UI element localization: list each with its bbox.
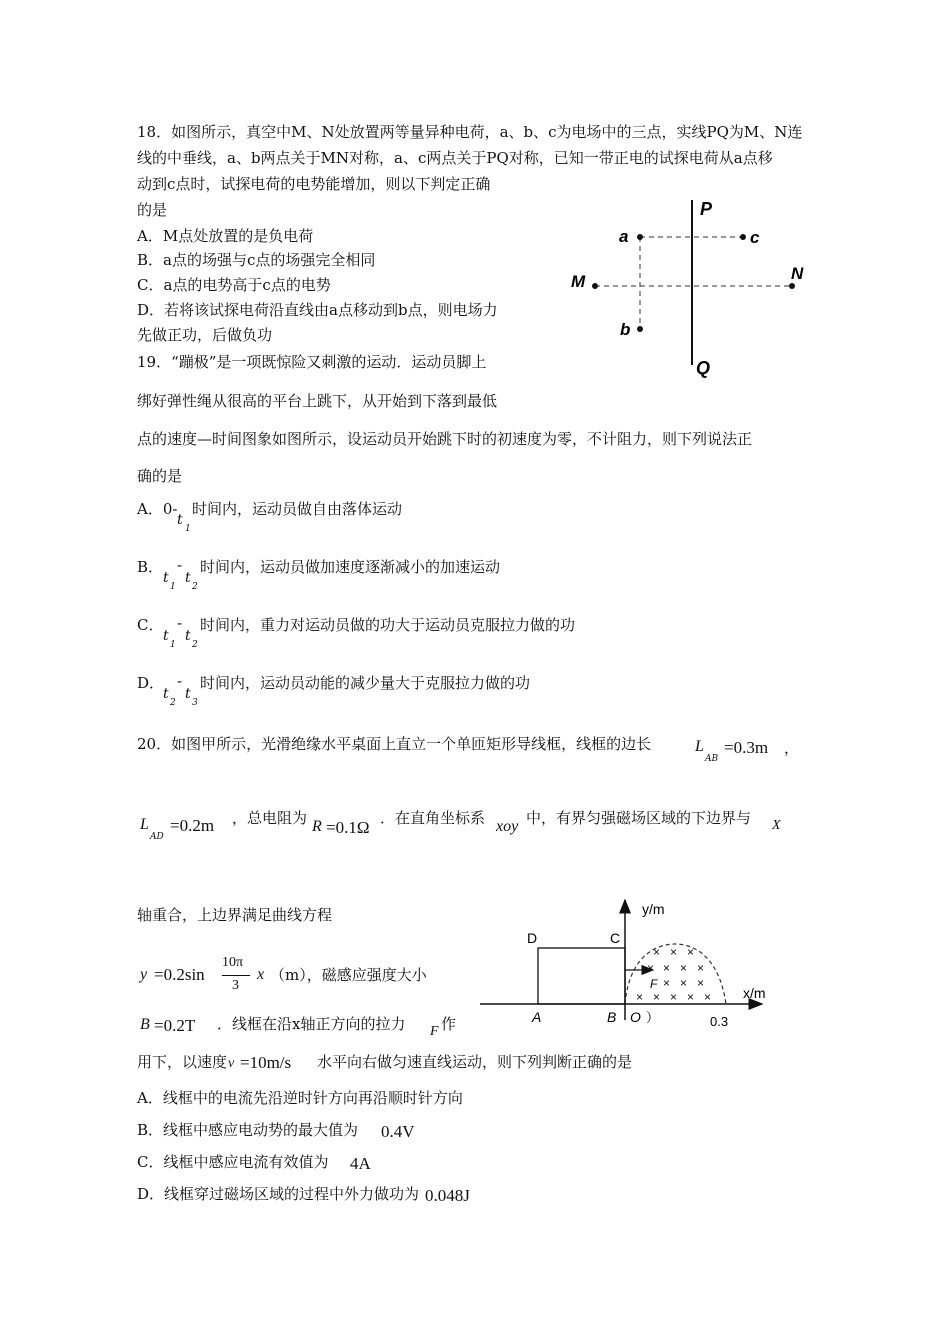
q20-stem-line2a: ，总电阻为 [232,809,308,827]
t-symbol: t [185,570,191,586]
q18-option-b: B．a点的场强与c点的场强完全相同 [137,251,376,269]
cross-mark: × [653,945,661,959]
xoy-symbol: xoy [496,818,519,835]
q19-stem-line1: 19．“蹦极”是一项既惊险又刺激的运动．运动员脚上 [137,353,487,371]
cross-mark: × [680,961,688,975]
point-a [637,234,643,240]
eq-coefficient: =0.2sin [154,965,205,984]
q18-field-diagram [560,190,820,380]
q19-option-c-text: 时间内，重力对运动员做的功大于运动员克服拉力做的功 [200,616,576,634]
t-subscript: 1 [185,524,191,534]
b-value: =0.2T [154,1016,196,1035]
q18-stem-line4: 的是 [137,201,168,219]
q19-option-d-text: 时间内，运动员动能的减少量大于克服拉力做的功 [200,674,531,692]
eq-x: x [257,966,265,983]
cross-mark: × [636,990,644,1004]
l-ad-subscript: AD [150,832,164,842]
cross-mark: × [687,990,695,1004]
t-subscript: 2 [170,698,176,708]
t-subscript: 3 [192,698,198,708]
q20-magnetic-field-diagram [470,890,790,1030]
t-symbol: t [163,628,169,644]
q20-stem-line3: 轴重合，上边界满足曲线方程 [137,906,333,924]
cross-mark: × [653,990,661,1004]
wire-frame [538,948,625,1004]
l-ad-value: =0.2m [170,816,215,835]
t-subscript: 1 [170,582,176,592]
label-b: B [607,1009,617,1025]
cross-mark: × [663,976,671,990]
cross-mark: × [697,976,705,990]
v-symbol: v [228,1056,235,1071]
t-subscript: 1 [170,640,176,650]
l-ab-subscript: AB [705,754,719,764]
comma: ， [784,739,800,757]
r-symbol: R [312,818,322,835]
label-d: D [527,930,538,946]
q20-stem-line2b: ．在直角坐标系 [380,809,486,827]
q19-stem-line2: 绑好弹性绳从很高的平台上跳下，从开始到下落到最低 [137,392,498,410]
point-b [637,326,643,332]
q20-stem-line5b: 水平向右做匀速直线运动，则下列判断正确的是 [317,1053,633,1071]
label-a: a [619,227,629,246]
q19-option-c-prefix: C． [137,616,164,634]
q20-option-a: A．线框中的电流先沿逆时针方向再沿顺时针方向 [137,1089,463,1107]
label-n: N [791,264,804,283]
q19-option-b-prefix: B． [137,558,164,576]
dash: - [177,672,183,690]
label-x-0-3: 0.3 [710,1014,729,1029]
x-axis-symbol: X [772,818,781,833]
cross-mark: × [670,945,678,959]
q20-stem-line1: 20．如图甲所示，光滑绝缘水平桌面上直立一个单匝矩形导线框，线框的边长 [137,735,652,753]
q18-stem-line1: 18．如图所示，真空中M、N处放置两等量异种电荷，a、b、c为电场中的三点，实线PQ为M、N连 [137,123,803,141]
fraction-bar [222,975,250,976]
q20-stem-line4: ．线框在沿x轴正方向的拉力 [217,1015,406,1033]
label-q: Q [696,358,711,378]
q20-option-b-value: 0.4V [381,1122,415,1141]
label-c: c [750,228,760,247]
q19-option-b-text: 时间内，运动员做加速度逐渐减小的加速运动 [200,558,501,576]
q19-stem-line4: 确的是 [137,467,183,485]
t-symbol: t [185,628,191,644]
label-y-axis: y/m [642,901,665,917]
point-n [789,283,795,289]
t-subscript: 2 [192,582,198,592]
dash: - [177,556,183,574]
b-symbol: B [140,1016,150,1033]
t-symbol: t [163,686,169,702]
q19-option-d-prefix: D． [137,674,165,692]
t-symbol: t [185,686,191,702]
label-a: A [532,1009,542,1025]
v-value: =10m/s [240,1053,292,1072]
cross-mark: × [670,990,678,1004]
q20-option-d-value: 0.048J [425,1186,470,1205]
f-symbol: F [430,1024,439,1039]
q20-stem-line2c: 中，有界匀强磁场区域的下边界与 [526,809,752,827]
cross-mark: × [697,961,705,975]
dash: - [177,614,183,632]
cross-mark: × [704,990,712,1004]
t-subscript: 2 [192,640,198,650]
label-paren: ） [646,1010,660,1025]
q20-stem-line4b: 作 [441,1015,457,1033]
eq-numerator: 10π [222,955,244,970]
label-m: M [571,272,586,291]
q18-stem-line3: 动到c点时，试探电荷的电势能增加，则以下判定正确 [137,175,491,193]
label-p: P [700,199,713,219]
cross-mark: × [647,961,655,975]
q19-option-a-prefix: A．0- [137,500,178,518]
cross-mark: × [680,976,688,990]
t-symbol: t [177,512,183,528]
q18-option-c: C．a点的电势高于c点的电势 [137,276,331,294]
q20-option-c: C．线框中感应电流有效值为 [137,1153,329,1171]
q18-option-a: A．M点处放置的是负电荷 [137,227,314,245]
q20-stem-line5a: 用下，以速度 [137,1053,228,1071]
label-x-axis: x/m [743,985,766,1001]
cross-mark: × [687,945,695,959]
l-ad-symbol: L [140,816,149,833]
label-o: O [630,1009,641,1025]
q18-option-d-line1: D．若将该试探电荷沿直线由a点移动到b点，则电场力 [137,301,498,319]
eq-y: y [140,966,148,983]
q20-option-b: B．线框中感应电动势的最大值为 [137,1121,359,1139]
q20-option-c-value: 4A [350,1154,371,1173]
label-c: C [610,930,621,946]
point-m [592,283,598,289]
eq-denominator: 3 [232,978,239,993]
q19-stem-line3: 点的速度—时间图象如图所示，设运动员开始跳下时的初速度为零，不计阻力，则下列说法正 [137,430,753,448]
l-ab-symbol: L [695,738,704,755]
q19-option-a-text: 时间内，运动员做自由落体运动 [192,500,403,518]
q18-stem-line2: 线的中垂线，a、b两点关于MN对称，a、c两点关于PQ对称，已知一带正电的试探电荷从a点移 [137,149,773,167]
label-b: b [620,320,631,339]
q20-option-d: D．线框穿过磁场区域的过程中外力做功为 [137,1185,420,1203]
cross-mark: × [663,961,671,975]
t-symbol: t [163,570,169,586]
q18-option-d-line2: 先做正功，后做负功 [137,326,273,344]
l-ab-value: =0.3m [724,738,769,757]
point-c [740,234,746,240]
label-f: F [650,977,658,991]
eq-unit-text: （m），磁感应强度大小 [270,966,427,984]
r-value: =0.1Ω [326,818,370,837]
